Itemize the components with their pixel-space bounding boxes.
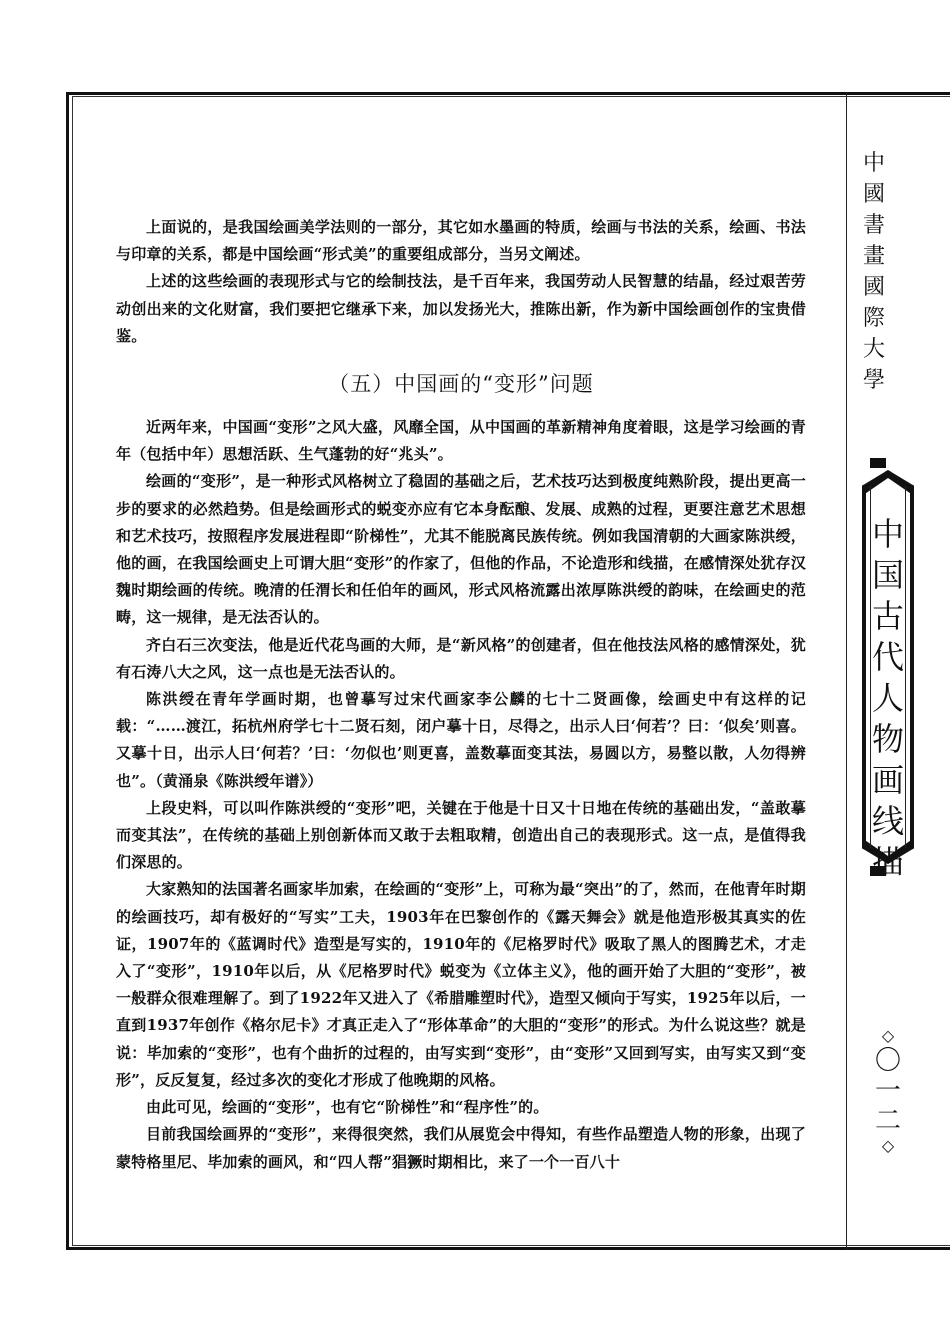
paragraph: 陈洪绶在青年学画时期，也曾摹写过宋代画家李公麟的七十二贤画像，绘画史中有这样的记载：“……渡江，拓杭州府学七十二贤石刻，闭户摹十日，尽得之，出示人曰‘何若’？曰：‘似矣’则喜。又摹十日，出示人曰‘何若？’曰：‘勿似也’则更喜，盖数摹面变其法，易圆以方，易整以散，人勿得辨也”。（黄涌泉《陈洪绶年谱》）: [116, 690, 806, 790]
paragraph: 大家熟知的法国著名画家毕加索，在绘画的“变形”上，可称为最“突出”的了，然而，在他青年时期的绘画技巧，却有极好的“写实”工夫，1903年在巴黎创作的《露天舞会》就是他造形极其真实的佐证，1907年的《蓝调时代》造型是写实的，1910年的《尼格罗时代》吸取了黑人的图腾艺术，才走入了“变形”，1910年以后，从《尼格罗时代》蜕变为《立体主义》，他的画开始了大胆的“变形”，被一般群众很难理解了。到了1922年又进入了《希腊雕塑时代》，造型又倾向于写实，1925年以后，一直到1937年创作《格尔尼卡》才真正走入了“形体革命”的大胆的“变形”的形式。为什么说这些？就是说：毕加索的“变形”，也有个曲折的过程的，由写实到“变形”，由“变形”又回到写实，由写实又到“变形”，反反复复，经过多次的变化才形成了他晚期的风格。: [116, 880, 806, 1089]
title-char: 描: [871, 843, 904, 881]
page-number: [866, 1026, 910, 1156]
title-char: 中: [871, 515, 904, 553]
school-char: 國: [862, 182, 885, 207]
page-digit: 一: [874, 1076, 901, 1106]
school-char: 畫: [862, 244, 885, 269]
diamond-icon: ◇: [881, 1026, 895, 1045]
paragraph: 上面说的，是我国绘画美学法则的一部分，其它如水墨画的特质，绘画与书法的关系，绘画、书法与印章的关系，都是中国绘画“形式美”的重要组成部分，当另文阐述。: [116, 218, 806, 264]
title-char: 人: [871, 679, 904, 717]
title-char: 线: [871, 802, 904, 840]
title-char: 国: [871, 556, 904, 594]
paragraph: 近两年来，中国画“变形”之风大盛，风靡全国，从中国画的革新精神角度着眼，这是学习绘画的青年（包括中年）思想活跃、生气蓬勃的好“兆头”。: [116, 418, 806, 464]
school-char: 中: [862, 151, 885, 176]
school-char: 際: [862, 306, 885, 331]
section-title: （五）中国画的“变形”问题: [328, 372, 594, 397]
page-digit: 〇: [874, 1046, 901, 1076]
diamond-icon: ◇: [881, 1136, 895, 1155]
title-char: 物: [871, 720, 904, 758]
ornament-bar-top: [870, 458, 886, 468]
paragraph: 由此可见，绘画的“变形”，也有它“阶梯性”和“程序性”的。: [146, 1098, 549, 1117]
title-char: 古: [871, 597, 904, 635]
school-char: 大: [862, 337, 885, 362]
paragraph: 上述的这些绘画的表现形式与它的绘制技法，是千百年来，我国劳动人民智慧的结晶，经过艰苦劳动创出来的文化财富，我们要把它继承下来，加以发扬光大，推陈出新，作为新中国绘画创作的宝贵借鉴。: [116, 272, 806, 345]
school-name: [858, 148, 890, 396]
title-char: 代: [871, 638, 904, 676]
body-text: [116, 214, 806, 1176]
school-char: 書: [862, 213, 885, 238]
school-char: 國: [862, 275, 885, 300]
page-digit: 二: [874, 1106, 901, 1136]
paragraph: 齐白石三次变法，他是近代花鸟画的大师，是“新风格”的创建者，但在他技法风格的感情深处，犹有石涛八大之风，这一点也是无法否认的。: [116, 635, 806, 681]
school-char: 學: [862, 368, 885, 393]
paragraph: 目前我国绘画界的“变形”，来得很突然，我们从展览会中得知，有些作品塑造人物的形象，出现了蒙特格里尼、毕加索的画风，和“四人帮”猖獗时期相比，来了一个一百八十: [116, 1125, 806, 1171]
paragraph: 上段史料，可以叫作陈洪绶的“变形”吧，关键在于他是十日又十日地在传统的基础出发，“盖敢摹而变其法”，在传统的基础上别创新体而又敢于去粗取精，创造出自己的表现形式。这一点，是值得我们深思的。: [116, 798, 806, 872]
sidebar-divider: [846, 92, 847, 1250]
title-char: 画: [871, 761, 904, 799]
paragraph: 绘画的“变形”，是一种形式风格树立了稳固的基础之后，艺术技巧达到极度纯熟阶段，提出更高一步的要求的必然趋势。但是绘画形式的蜕变亦应有它本身酝酿、发展、成熟的过程，更要注意艺术思想和艺术技巧，按照程序发展进程即“阶梯性”，尤其不能脱离民族传统。例如我国清朝的大画家陈洪绶，他的画，在我国绘画史上可谓大胆“变形”的作家了，但他的作品，不论造形和线描，在感情深处犹存汉魏时期绘画的传统。晚清的任渭长和任伯年的画风，形式风格流露出浓厚陈洪绶的韵味，在绘画史的范畴，这一规律，是无法否认的。: [116, 472, 806, 627]
book-title: [870, 514, 906, 883]
